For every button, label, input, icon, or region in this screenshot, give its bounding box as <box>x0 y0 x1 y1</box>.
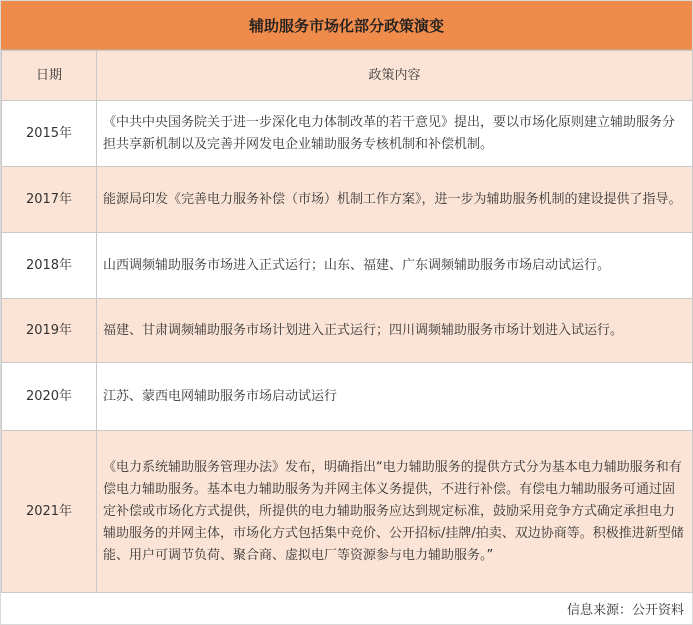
table-header-row <box>2 51 693 101</box>
row-content: 能源局印发《完善电力服务补偿（市场）机制工作方案》，进一步为辅助服务机制的建设提供了指导。 <box>97 167 693 233</box>
row-content: 《电力系统辅助服务管理办法》发布，明确指出“电力辅助服务的提供方式分为基本电力辅助服务和有偿电力辅助服务。基本电力辅助服务为并网主体义务提供，不进行补偿。有偿电力辅助服务可通过固定补偿或市场化方式提供，所提供的电力辅助服务应达到规定标准，鼓励采用竞争方式确定承担电力辅助服务的并网主体，市场化方式包括集中竞价、公开招标/挂牌/拍卖、双边协商等。积极推进新型储能、用户可调节负荷、聚合商、虚拟电厂等资源参与电力辅助服务。” <box>97 431 693 593</box>
row-date: 2021年 <box>2 431 97 593</box>
table-row <box>2 431 693 593</box>
source-note: 信息来源：公开资料 <box>1 592 692 624</box>
row-date: 2019年 <box>2 299 97 363</box>
row-date: 2017年 <box>2 167 97 233</box>
table-row <box>2 101 693 167</box>
table-title: 辅助服务市场化部分政策演变 <box>1 1 692 50</box>
row-content: 福建、甘肃调频辅助服务市场计划进入正式运行；四川调频辅助服务市场计划进入试运行。 <box>97 299 693 363</box>
row-content: 山西调频辅助服务市场进入正式运行；山东、福建、广东调频辅助服务市场启动试运行。 <box>97 233 693 299</box>
row-date: 2020年 <box>2 363 97 431</box>
policy-table <box>1 50 693 593</box>
row-date: 2015年 <box>2 101 97 167</box>
row-date: 2018年 <box>2 233 97 299</box>
table-row <box>2 167 693 233</box>
row-content: 《中共中央国务院关于进一步深化电力体制改革的若干意见》提出，要以市场化原则建立辅助服务分担共享新机制以及完善并网发电企业辅助服务专核机制和补偿机制。 <box>97 101 693 167</box>
row-content: 江苏、蒙西电网辅助服务市场启动试运行 <box>97 363 693 431</box>
table-row <box>2 363 693 431</box>
table-row <box>2 233 693 299</box>
header-date: 日期 <box>2 51 97 101</box>
header-content: 政策内容 <box>97 51 693 101</box>
table-row <box>2 299 693 363</box>
